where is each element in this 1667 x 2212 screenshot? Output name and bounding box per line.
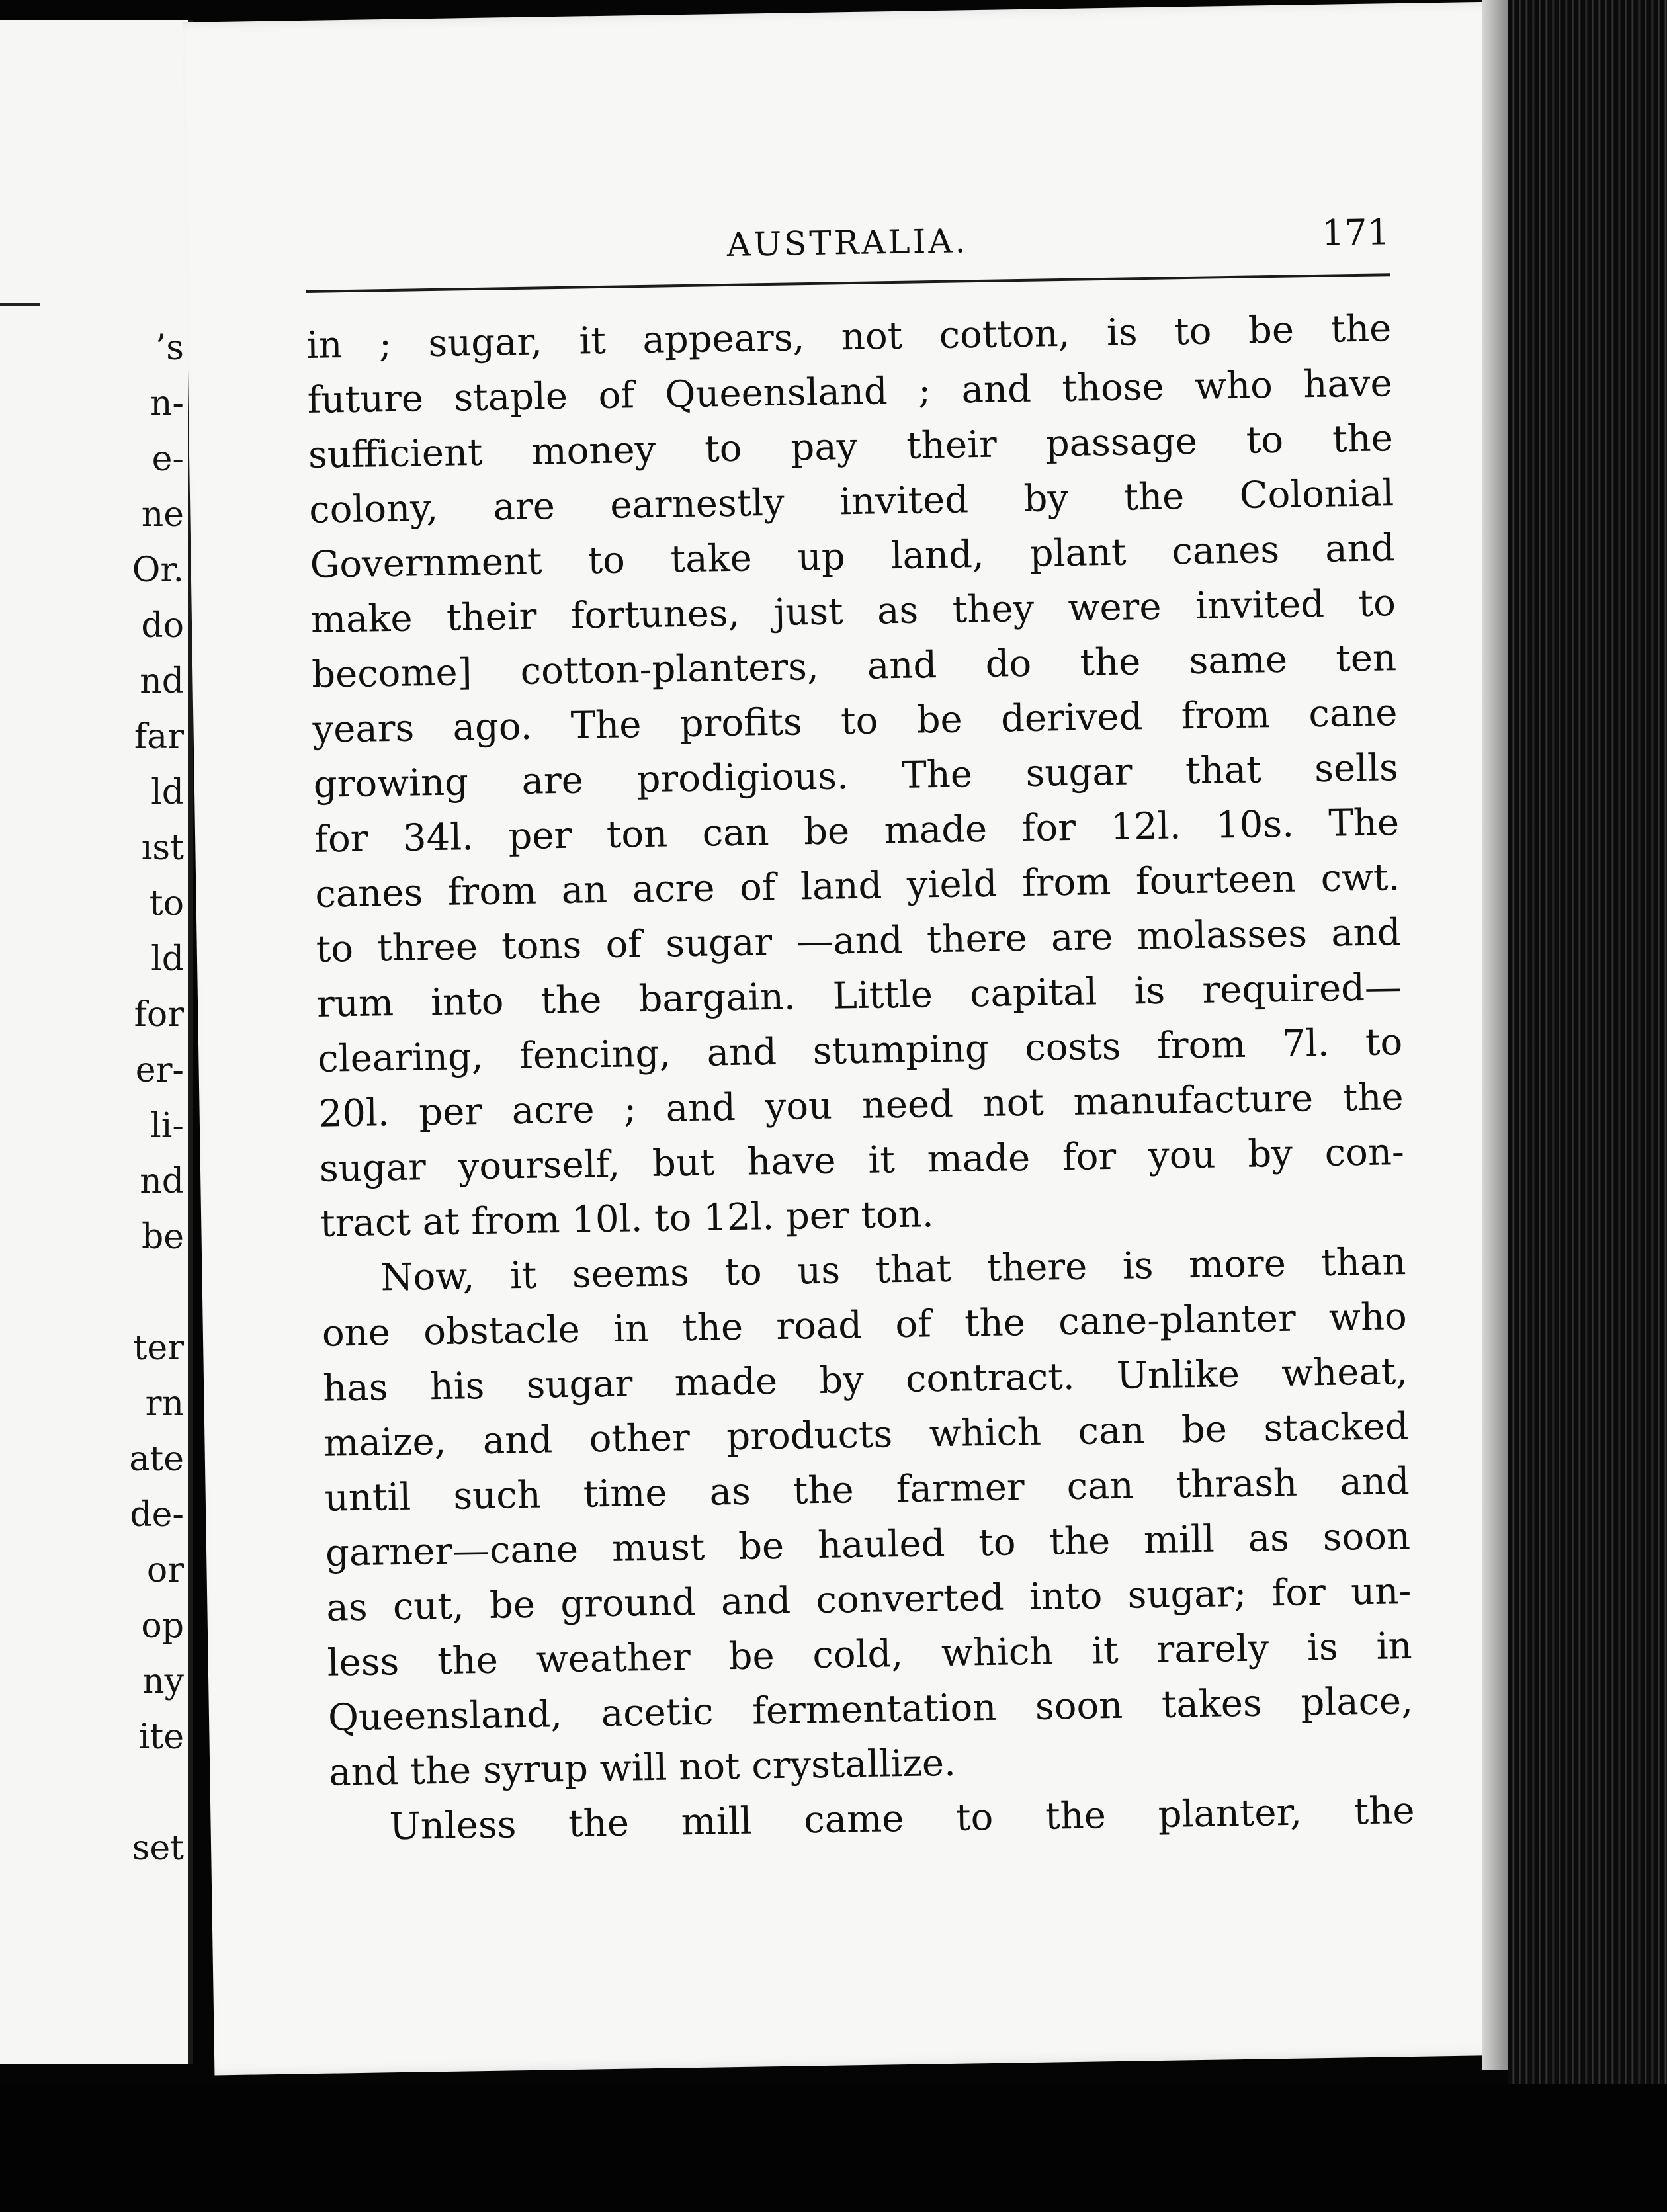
text-line: make their fortunes, just as they were invited to xyxy=(310,581,1396,642)
text-line: for 34l. per ton can be made for 12l. 10s. The xyxy=(314,801,1400,861)
text-line: clearing, fencing, and stumping costs from 7l. to xyxy=(317,1021,1403,1081)
previous-page-fragment: ıst xyxy=(141,828,184,868)
previous-page-fragment: set xyxy=(132,1828,184,1868)
previous-page-fragment: op xyxy=(141,1606,184,1646)
page-number: 171 xyxy=(1321,211,1390,254)
text-line: sugar yourself, but have it made for you by con- xyxy=(319,1130,1405,1191)
previous-page-fragment: ate xyxy=(129,1439,184,1479)
text-line: one obstacle in the road of the cane-planter who xyxy=(321,1295,1408,1355)
previous-page-fragment: do xyxy=(141,606,184,646)
page-edge-shadow xyxy=(1482,0,1508,2070)
text-line: become] cotton-planters, and do the same ten xyxy=(311,636,1397,697)
text-line: until such time as the farmer can thrash and xyxy=(324,1459,1410,1520)
previous-page-fragment: for xyxy=(134,995,184,1035)
book-page-edges xyxy=(1508,0,1667,2212)
previous-page-fragment: ld xyxy=(151,773,184,812)
text-line: has his sugar made by contract. Unlike wheat, xyxy=(322,1349,1408,1410)
previous-page-fragment: e- xyxy=(151,439,184,479)
text-line: tract at from 10l. to 12l. per ton. xyxy=(320,1193,935,1246)
body-text xyxy=(306,301,1415,1855)
previous-page-fragment: to xyxy=(149,884,184,923)
previous-page-fragment: n- xyxy=(150,384,184,423)
previous-page-head-rule xyxy=(0,303,40,306)
previous-page-edge xyxy=(0,20,193,2064)
scan-border xyxy=(0,2084,1667,2212)
text-line: colony, are earnestly invited by the Colonial xyxy=(308,472,1394,532)
text-line: Queensland, acetic fermentation soon takes place, xyxy=(327,1679,1414,1740)
previous-page-fragment: or xyxy=(146,1551,184,1590)
running-head-title: AUSTRALIA. xyxy=(726,222,968,264)
previous-page-fragment: ld xyxy=(151,939,184,979)
previous-page-fragment: ter xyxy=(133,1328,184,1368)
text-line: future staple of Queensland ; and those who have xyxy=(307,362,1393,422)
previous-page-fragment: de- xyxy=(130,1495,184,1535)
text-line: Government to take up land, plant canes and xyxy=(310,527,1395,587)
previous-page-fragment: nd xyxy=(140,661,184,701)
text-line: years ago. The profits to be derived from cane xyxy=(312,691,1398,751)
previous-page-fragment: ne xyxy=(141,495,184,534)
previous-page-fragment: ’s xyxy=(155,328,184,368)
text-line: as cut, be ground and converted into sugar; for un- xyxy=(325,1569,1412,1630)
previous-page-fragment: far xyxy=(134,717,184,757)
previous-page-fragment: nd xyxy=(140,1162,184,1201)
text-line: growing are prodigious. The sugar that sells xyxy=(313,746,1399,806)
text-line: rum into the bargain. Little capital is required— xyxy=(316,966,1402,1026)
previous-page-fragment: er- xyxy=(135,1050,184,1090)
text-line: canes from an acre of land yield from fourteen cwt. xyxy=(314,856,1400,916)
text-line: in ; sugar, it appears, not cotton, is to be the xyxy=(306,307,1392,367)
text-line: sufficient money to pay their passage to the xyxy=(308,417,1394,477)
text-line: garner—cane must be hauled to the mill as soon xyxy=(325,1514,1411,1575)
book-page xyxy=(183,2,1533,2076)
text-line: and the syrup will not crystallize. xyxy=(328,1741,957,1795)
text-line: 20l. per acre ; and you need not manufacture the xyxy=(318,1076,1404,1136)
paragraph-first-line: Now, it seems to us that there is more than xyxy=(380,1240,1406,1300)
previous-page-fragment: li- xyxy=(150,1106,184,1146)
previous-page-fragment: rn xyxy=(145,1384,184,1424)
text-line: to three tons of sugar —and there are molasses and xyxy=(316,911,1402,971)
previous-page-fragment: ite xyxy=(138,1717,184,1757)
text-line: maize, and other products which can be stacked xyxy=(323,1404,1409,1465)
paragraph-first-line: Unless the mill came to the planter, the xyxy=(389,1789,1415,1849)
text-line: less the weather be cold, which it rarely is in xyxy=(327,1624,1413,1685)
previous-page-fragment: Or. xyxy=(132,550,184,590)
previous-page-fragment: be xyxy=(141,1217,184,1257)
previous-page-fragment: ny xyxy=(142,1662,184,1701)
running-head xyxy=(304,203,1390,280)
